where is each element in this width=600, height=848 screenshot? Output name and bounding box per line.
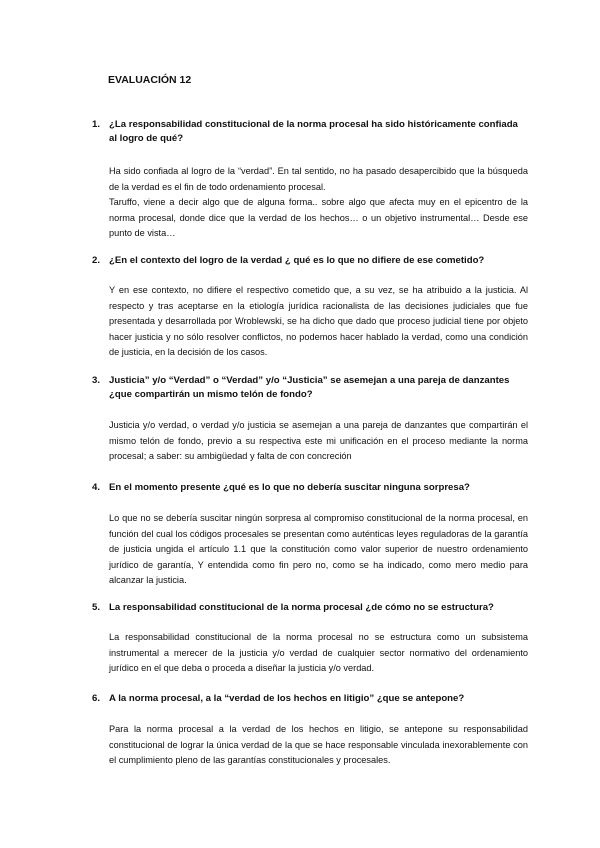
answer-2 <box>109 283 528 361</box>
question-number: 4. <box>92 482 101 493</box>
question-5 <box>92 601 528 615</box>
question-1 <box>92 118 528 146</box>
question-number: 1. <box>92 119 101 130</box>
answer-paragraph: Ha sido confiada al logro de la “verdad”. En tal sentido, no ha pasado desapercibido que la búsqueda de la verdad es el fin de todo ordenamiento procesal. <box>109 166 528 192</box>
question-number: 5. <box>92 602 101 613</box>
answer-paragraph: Para la norma procesal a la verdad de los hechos en litigio, se antepone su responsabilidad constitucional de lograr la única verdad de la que se hace responsable vinculada inexorablemente con el cumplimiento pleno de las garantías constitucionales y procesales. <box>109 724 528 766</box>
question-3 <box>92 374 528 402</box>
question-number: 3. <box>92 375 101 386</box>
answer-paragraph: Y en ese contexto, no difiere el respectivo cometido que, a su vez, se ha atribuido a la justicia. Al respecto y tras aceptarse en la etiología jurídica racionalista de las decisiones judiciales que fue presentada y desarrollada por Wroblewski, se ha dicho que dado que proceso judicial tiene por objeto hacer justicia y no sólo resolver conflictos, no podemos hacer hablado la verdad, como una condición de justicia, en la decisión de los casos. <box>109 285 528 358</box>
answer-6 <box>109 722 528 769</box>
question-4 <box>92 481 528 495</box>
answer-paragraph: Justicia y/o verdad, o verdad y/o justicia se asemejan a una pareja de danzantes que compartirán el mismo telón de fondo, previo a su respectiva este mi unificación en el proceso mediante la norma procesal; a saber: su ambigüedad y falta de con concreción <box>109 420 528 462</box>
question-text: ¿La responsabilidad constitucional de la norma procesal ha sido históricamente confiada al logro de qué? <box>109 119 518 144</box>
answer-5 <box>109 630 528 677</box>
answer-1 <box>109 164 528 242</box>
question-text: A la norma procesal, a la “verdad de los hechos en litigio” ¿que se antepone? <box>109 693 465 704</box>
question-text: La responsabilidad constitucional de la norma procesal ¿de cómo no se estructura? <box>109 602 494 613</box>
question-number: 2. <box>92 255 101 266</box>
question-text: ¿En el contexto del logro de la verdad ¿ qué es lo que no difiere de ese cometido? <box>109 255 485 266</box>
answer-paragraph: La responsabilidad constitucional de la norma procesal no se estructura como un subsistema instrumental a merecer de la justicia y/o verdad de cualquier sector normativo del ordenamiento jurídico en el que deba o proceda a diseñar la justicia y/o verdad. <box>109 632 528 674</box>
answer-3 <box>109 418 528 465</box>
answer-4 <box>109 511 528 589</box>
answer-paragraph: Taruffo, viene a decir algo que de alguna forma.. sobre algo que afecta muy en el epicentro de la norma procesal, donde dice que la verdad de los hechos… o un objetivo instrumental… Desde ese punto de vista… <box>109 197 528 239</box>
question-text: Justicia” y/o “Verdad” o “Verdad” y/o “Justicia” se asemejan a una pareja de danzantes ¿que compartirán un mismo telón de fondo? <box>109 375 510 400</box>
document-title: EVALUACIÓN 12 <box>108 74 192 86</box>
answer-paragraph: Lo que no se debería suscitar ningún sorpresa al compromiso constitucional de la norma procesal, en función del cual los códigos procesales se presentan como auténticas leyes reguladoras de la garantía de justicia ungida el artículo 1.1 que la constitución como valor superior de nuestro ordenamiento jurídico de garantía, Y entendida como fin pero no, como se ha indicado, como mero medio para alcanzar la justicia. <box>109 513 528 586</box>
question-text: En el momento presente ¿qué es lo que no debería suscitar ninguna sorpresa? <box>109 482 470 493</box>
question-number: 6. <box>92 693 101 704</box>
question-2 <box>92 254 528 268</box>
question-6 <box>92 692 528 706</box>
